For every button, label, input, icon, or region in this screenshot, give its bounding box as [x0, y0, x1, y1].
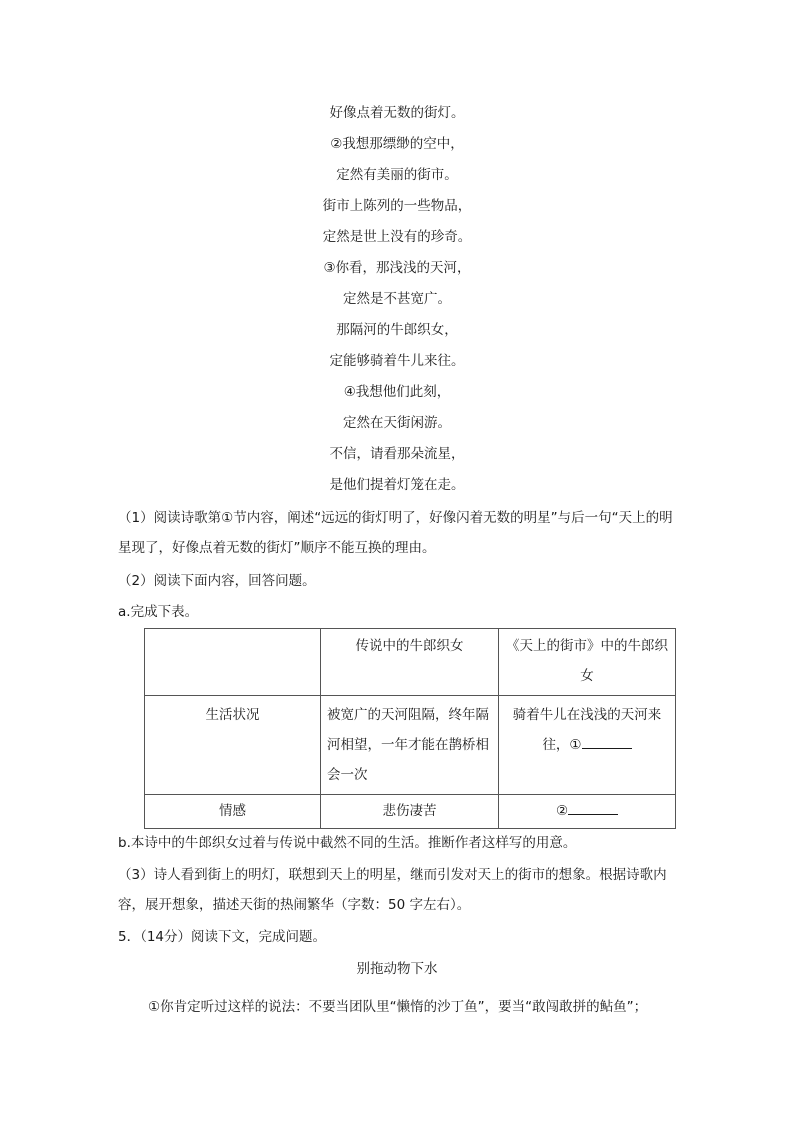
question-2a: a.完成下表。: [118, 604, 199, 620]
table-header-row: [145, 629, 676, 696]
question-2b: b.本诗中的牛郎织女过着与传说中截然不同的生活。推断作者这样写的用意。: [118, 835, 577, 851]
table-header-legend: 传说中的牛郎织女: [321, 629, 499, 696]
essay-paragraph: ①你肯定听过这样的说法：不要当团队里“懒惰的沙丁鱼”，要当“敢闯敢拼的鲇鱼”；: [148, 999, 648, 1015]
poem-line: 是他们提着灯笼在走。: [329, 477, 465, 493]
table-row-label: 生活状况: [145, 696, 321, 795]
poem-line: ③你看，那浅浅的天河，: [323, 260, 471, 276]
question-2: （2）阅读下面内容，回答问题。: [118, 573, 316, 589]
poem-line: ②我想那缥缈的空中，: [330, 136, 464, 152]
table-cell: 悲伤凄苦: [321, 795, 499, 829]
table-cell-text: 骑着牛儿在浅浅的天河来往，①: [512, 707, 662, 753]
question-3: （3）诗人看到街上的明灯，联想到天上的明星，继而引发对天上的街市的想象。根据诗歌内容，展开想象，描述天街的热闹繁华（字数：50 字左右）。: [118, 867, 667, 913]
table-cell: [499, 696, 676, 795]
poem-line: 街市上陈列的一些物品，: [322, 198, 472, 214]
poem-line: 不信，请看那朵流星，: [329, 446, 465, 462]
poem-line: 定然是世上没有的珍奇。: [322, 229, 472, 245]
poem-block: [0, 98, 794, 501]
table-row-label: 情感: [145, 795, 321, 829]
poem-line: 那隔河的牛郎织女，: [336, 322, 458, 338]
answer-blank-1[interactable]: [582, 730, 632, 749]
comparison-table: [144, 628, 676, 829]
question-5: 5．（14分）阅读下文，完成问题。: [118, 929, 327, 945]
answer-blank-2[interactable]: [568, 796, 618, 815]
table-header-poem: 《天上的街市》中的牛郎织女: [499, 629, 676, 696]
table-row: [145, 696, 676, 795]
poem-line: 好像点着无数的街灯。: [329, 105, 465, 121]
table-cell-text: ②: [555, 803, 569, 819]
table-row: [145, 795, 676, 829]
poem-line: ④我想他们此刻，: [343, 384, 451, 400]
table-cell-empty: [145, 629, 321, 696]
table-cell: [499, 795, 676, 829]
question-1: （1）阅读诗歌第①节内容，阐述“远远的街灯明了，好像闪着无数的明星”与后一句“天上的明星现了，好像点着无数的街灯”顺序不能互换的理由。: [118, 510, 673, 556]
poem-line: 定然有美丽的街市。: [336, 167, 458, 183]
table-cell: 被宽广的天河阻隔，终年隔河相望，一年才能在鹊桥相会一次: [321, 696, 499, 795]
essay-title: 别拖动物下水: [356, 961, 438, 977]
poem-line: 定然是不甚宽广。: [343, 291, 451, 307]
poem-line: 定然在天街闲游。: [343, 415, 451, 431]
poem-line: 定能够骑着牛儿来往。: [329, 353, 465, 369]
